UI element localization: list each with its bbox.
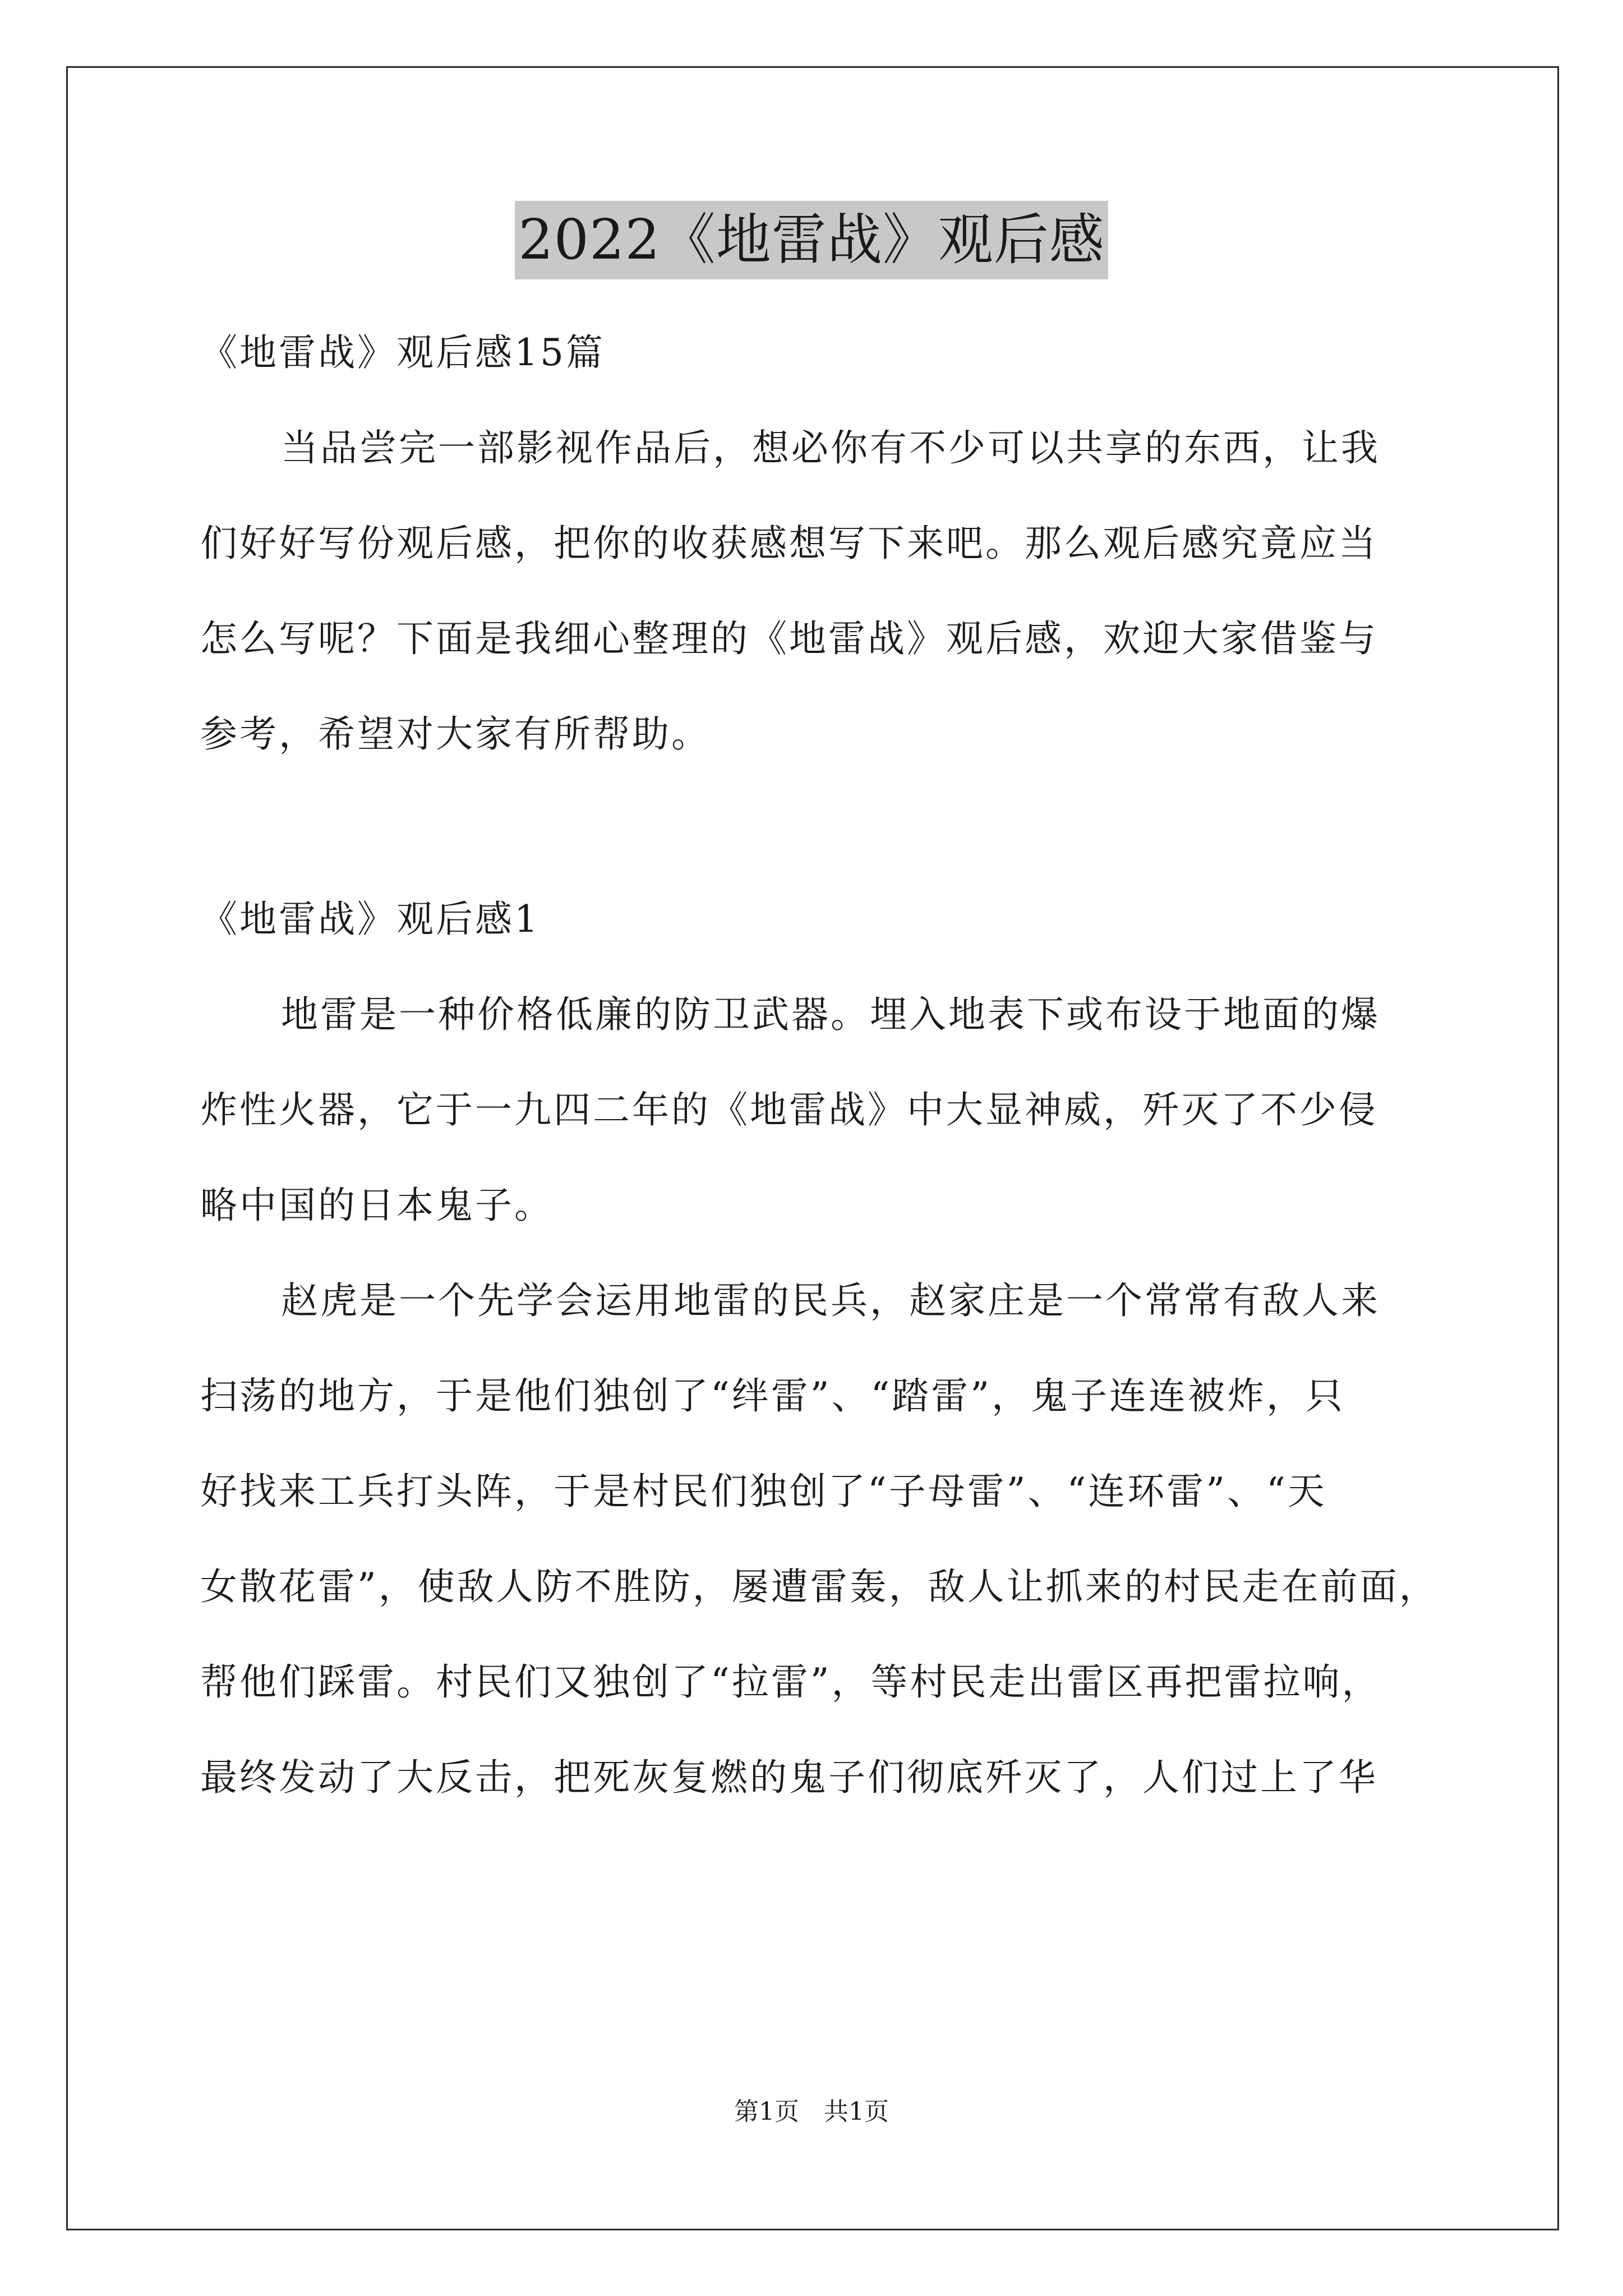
paragraph-line: 扫荡的地方，于是他们独创了“绊雷”、“踏雷”，鬼子连连被炸，只 bbox=[200, 1374, 1345, 1418]
intro-line: 参考，希望对大家有所帮助。 bbox=[200, 712, 711, 756]
intro-line: 们好好写份观后感，把你的收获感想写下来吧。那么观后感究竟应当 bbox=[200, 522, 1378, 565]
section-spacer bbox=[200, 782, 1434, 872]
document-subtitle: 《地雷战》观后感15篇 bbox=[200, 331, 605, 374]
document-title: 2022《地雷战》观后感 bbox=[515, 201, 1108, 279]
section-heading: 《地雷战》观后感1 bbox=[200, 898, 540, 941]
paragraph-line: 帮他们踩雷。村民们又独创了“拉雷”，等村民走出雷区再把雷拉响， bbox=[200, 1660, 1381, 1704]
paragraph-line: 略中国的日本鬼子。 bbox=[200, 1184, 554, 1227]
paragraph-line: 好找来工兵打头阵，于是村民们独创了“子母雷”、“连环雷”、“天 bbox=[200, 1470, 1327, 1513]
intro-line: 怎么写呢？下面是我细心整理的《地雷战》观后感，欢迎大家借鉴与 bbox=[200, 617, 1378, 660]
document-body bbox=[200, 305, 1438, 1825]
paragraph-line: 炸性火器，它于一九四二年的《地雷战》中大显神威，歼灭了不少侵 bbox=[200, 1088, 1378, 1131]
paragraph-line: 地雷是一种价格低廉的防卫武器。埋入地表下或布设于地面的爆 bbox=[281, 993, 1380, 1036]
paragraph-line: 赵虎是一个先学会运用地雷的民兵，赵家庄是一个常常有敌人来 bbox=[281, 1279, 1380, 1322]
page-footer: 第1页 共1页 bbox=[734, 2097, 889, 2126]
intro-line: 当品尝完一部影视作品后，想必你有不少可以共享的东西，让我 bbox=[281, 426, 1380, 470]
paragraph-line: 女散花雷”，使敌人防不胜防，屡遭雷轰，敌人让抓来的村民走在前面， bbox=[200, 1565, 1438, 1608]
title-container bbox=[0, 201, 1623, 279]
paragraph-line: 最终发动了大反击，把死灰复燃的鬼子们彻底歼灭了，人们过上了华 bbox=[200, 1756, 1378, 1799]
